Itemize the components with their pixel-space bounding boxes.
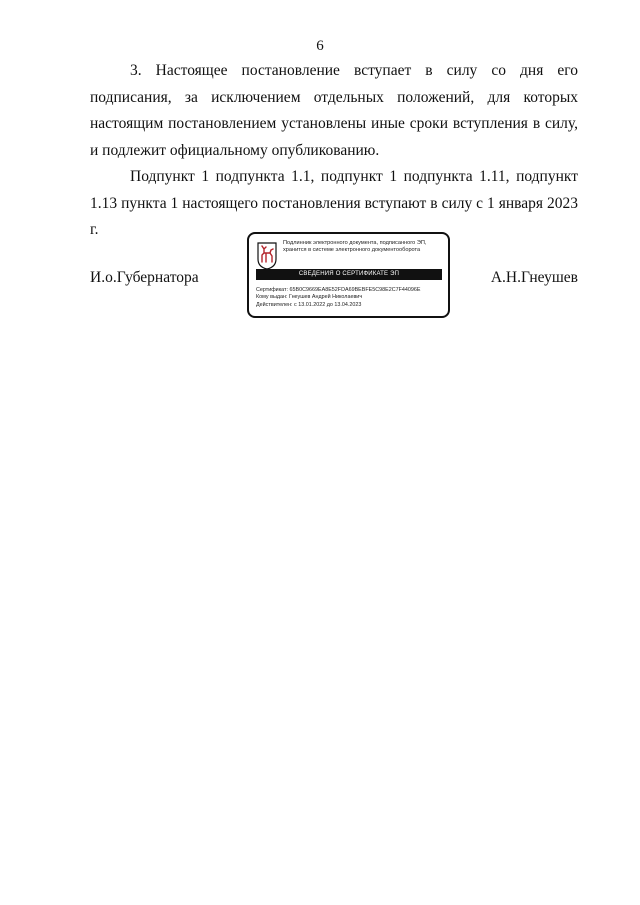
issued-to-row	[256, 294, 446, 301]
stamp-header-line: Подлинник электронного документа, подписанного ЭП,	[283, 240, 427, 246]
document-body	[90, 58, 578, 244]
paragraph-entry-into-force: 3. Настоящее постановление вступает в силу со дня его подписания, за исключением отдельных положений, для которых настоящим постановлением установлены иные сроки вступления в силу, и подлежит официальному опубликованию.	[90, 62, 578, 159]
stamp-certificate-details	[256, 287, 446, 309]
stamp-title-bar: СВЕДЕНИЯ О СЕРТИФИКАТЕ ЭП	[256, 269, 442, 280]
stamp-header-line: хранится в системе электронного документооборота	[283, 247, 421, 254]
signature-block	[90, 229, 578, 321]
validity-row	[256, 302, 446, 309]
electronic-signature-stamp	[247, 232, 450, 318]
certificate-label: Сертификат:	[256, 287, 289, 293]
certificate-value: 65B0C9669EA8E52FDA69BEBFE5C98E2C7F44096E	[289, 287, 421, 293]
issued-to-value: Гнеушев Андрей Николаевич	[288, 294, 363, 301]
stamp-header	[283, 240, 447, 255]
validity-value: с 13.01.2022 до 13.04.2023	[294, 301, 362, 308]
issued-to-label: Кому выдан:	[256, 294, 288, 301]
page-number: 6	[316, 38, 324, 54]
paragraph-subclauses-effective-date: Подпункт 1 подпункта 1.1, подпункт 1 подпункта 1.11, подпункт 1.13 пункта 1 настоящего постановления вступают в силу с 1 января 2023 г.	[90, 168, 578, 238]
coat-of-arms-deer-icon	[257, 242, 277, 270]
signer-name: А.Н.Гнеушев	[490, 269, 578, 286]
signer-position: И.о.Губернатора	[90, 269, 199, 286]
validity-label: Действителен:	[256, 301, 293, 308]
